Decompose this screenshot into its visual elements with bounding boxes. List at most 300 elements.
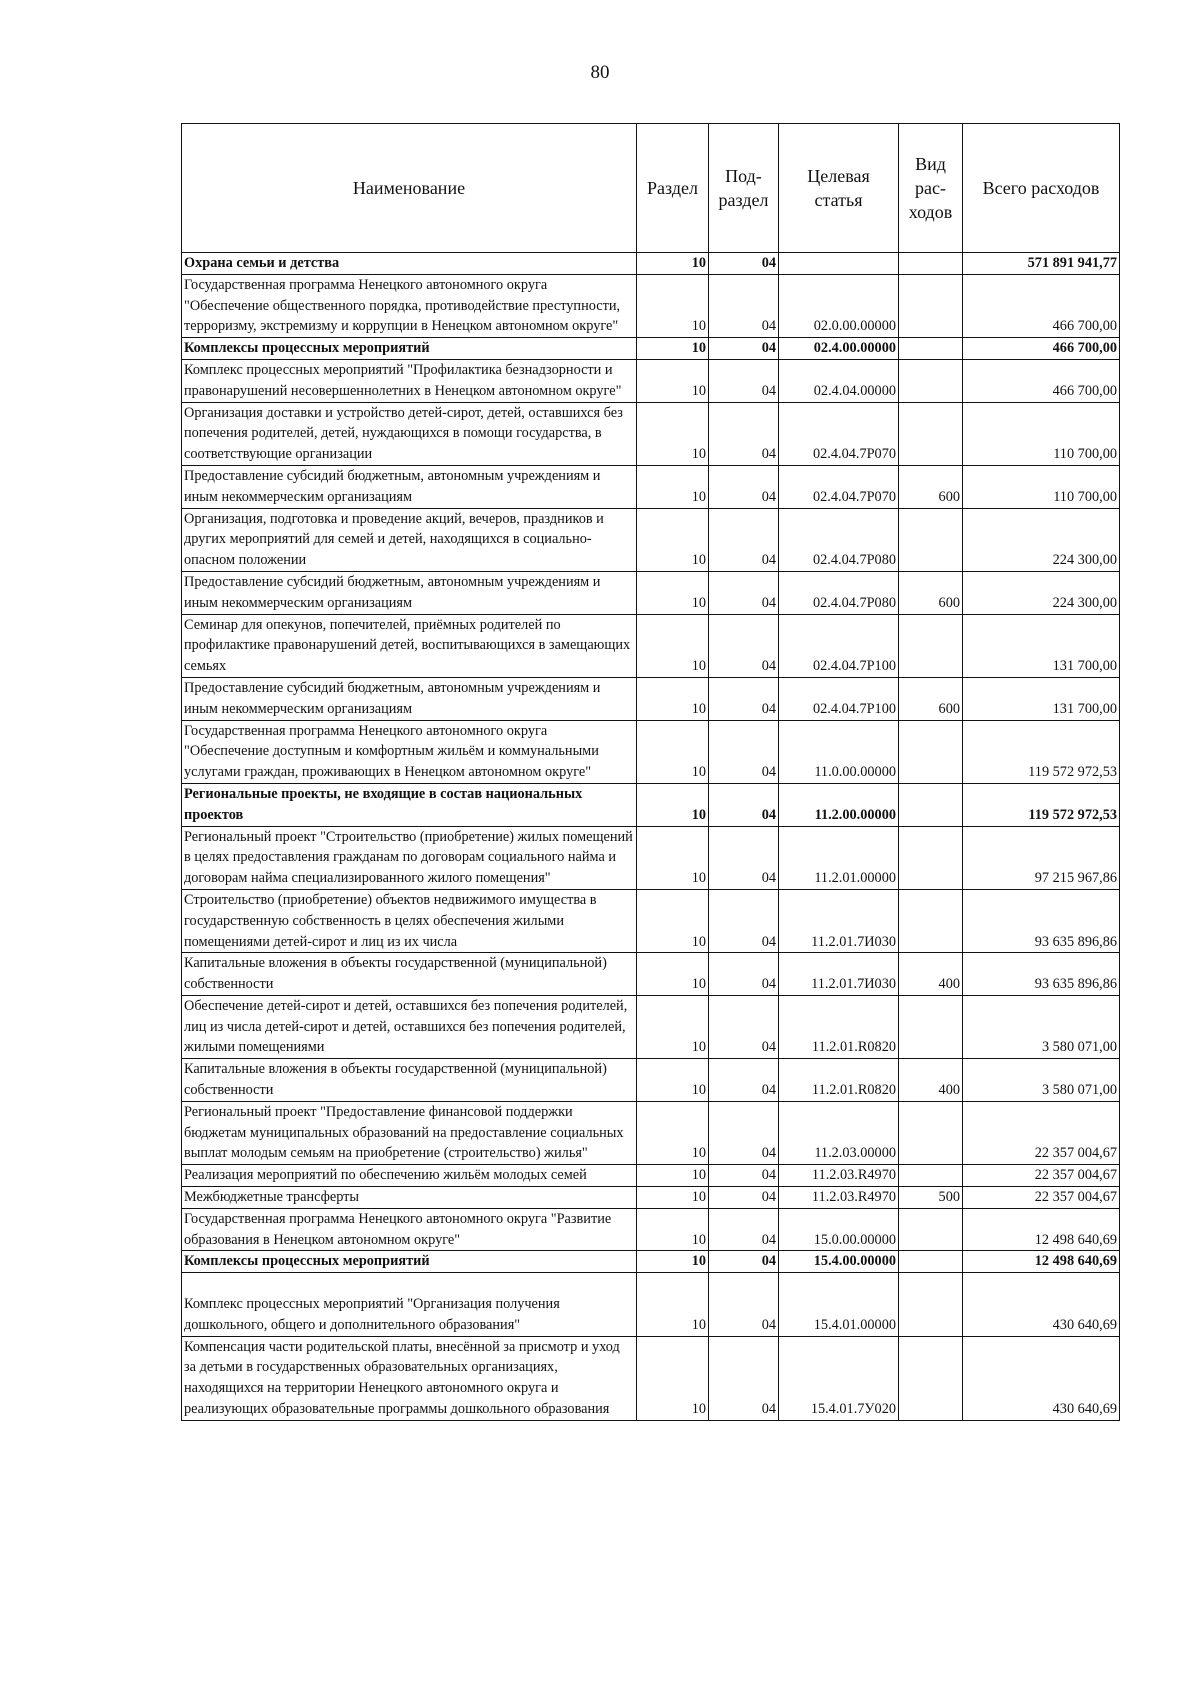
- cell-total-text: 466 700,00: [1052, 382, 1117, 399]
- cell-podrazdel-text: 04: [761, 700, 776, 717]
- cell-name: [182, 995, 637, 1058]
- cell-celevaya: [779, 889, 899, 952]
- cell-celevaya: [779, 1273, 899, 1336]
- cell-name-text: Комплекс процессных мероприятий "Профилактика безнадзорности и правонарушений несовершеннолетних в Ненецком автономном округе": [184, 361, 622, 399]
- cell-name: [182, 1059, 637, 1102]
- header-name-text: Наименование: [352, 178, 466, 198]
- cell-podrazdel: [709, 889, 779, 952]
- table-row: [182, 1165, 1120, 1187]
- cell-total-text: 119 572 972,53: [1028, 764, 1117, 781]
- cell-razdel-text: 10: [691, 806, 706, 823]
- cell-celevaya-text: 15.4.01.7У020: [810, 1401, 896, 1418]
- cell-podrazdel-text: 04: [761, 1039, 776, 1056]
- cell-podrazdel-text: 04: [761, 1231, 776, 1248]
- cell-podrazdel-text: 04: [761, 933, 776, 950]
- cell-vid-text: 600: [938, 594, 960, 611]
- cell-name: [182, 614, 637, 677]
- cell-podrazdel-text: 04: [761, 1316, 776, 1333]
- cell-total-text: 3 580 071,00: [1041, 1039, 1117, 1056]
- cell-name-text: Комплексы процессных мероприятий: [184, 1253, 430, 1270]
- cell-total-text: 131 700,00: [1052, 658, 1117, 675]
- cell-celevaya-text: 11.2.01.7И030: [811, 933, 896, 950]
- cell-razdel: [637, 338, 709, 360]
- cell-name: [182, 720, 637, 783]
- table-row: [182, 1208, 1120, 1251]
- cell-razdel-text: 10: [691, 1082, 706, 1099]
- cell-total: [963, 826, 1120, 889]
- cell-celevaya: [779, 995, 899, 1058]
- cell-name-text: Региональный проект "Предоставление финансовой поддержки бюджетам муниципальных образований на предоставление социальных выплат молодым семьям на приобретение (строительство) жилья": [184, 1103, 624, 1162]
- cell-podrazdel: [709, 1187, 779, 1209]
- cell-name-text: Строительство (приобретение) объектов недвижимого имущества в государственную собственность в целях обеспечения жилыми помещениями детей-сирот и лиц из их числа: [184, 891, 597, 950]
- cell-name-text: Капитальные вложения в объекты государственной (муниципальной) собственности: [184, 955, 607, 993]
- cell-podrazdel-text: 04: [761, 1253, 776, 1270]
- cell-name-text: Государственная программа Ненецкого автономного округа "Обеспечение общественного порядка, противодействие преступности, терроризму, экстремизму и коррупции в Ненецком автономном округе": [184, 276, 621, 335]
- cell-name: [182, 1273, 637, 1336]
- cell-podrazdel-text: 04: [761, 870, 776, 887]
- table-row: [182, 274, 1120, 337]
- cell-total: [963, 1101, 1120, 1164]
- table-row: [182, 402, 1120, 465]
- cell-vid-text: 600: [938, 700, 960, 717]
- header-vid-text: Вид рас- ходов: [908, 154, 953, 222]
- cell-celevaya-text: 11.2.01.00000: [814, 870, 896, 887]
- cell-podrazdel: [709, 1251, 779, 1273]
- cell-total: [963, 889, 1120, 952]
- cell-vid: [899, 826, 963, 889]
- cell-name: [182, 1208, 637, 1251]
- cell-celevaya-text: 15.0.00.00000: [813, 1231, 896, 1248]
- cell-razdel-text: 10: [691, 382, 706, 399]
- cell-vid: [899, 995, 963, 1058]
- cell-razdel: [637, 402, 709, 465]
- cell-name-text: Региональный проект "Строительство (приобретение) жилых помещений в целях предоставления гражданам по договорам социального найма и договорам найма специализированного жилого помещения": [184, 828, 633, 887]
- cell-total: [963, 1165, 1120, 1187]
- cell-celevaya-text: 02.4.00.00000: [813, 340, 896, 357]
- table-row: [182, 1251, 1120, 1273]
- table-row: [182, 995, 1120, 1058]
- table-row: [182, 359, 1120, 402]
- table-row: [182, 1059, 1120, 1102]
- cell-name: [182, 359, 637, 402]
- cell-celevaya-text: 02.4.04.7Р070: [812, 488, 896, 505]
- cell-total-text: 224 300,00: [1052, 594, 1117, 611]
- cell-podrazdel: [709, 465, 779, 508]
- table-row: [182, 889, 1120, 952]
- table-body: [182, 253, 1120, 1421]
- cell-razdel: [637, 1101, 709, 1164]
- cell-total-text: 22 357 004,67: [1034, 1189, 1117, 1206]
- cell-total: [963, 995, 1120, 1058]
- cell-total-text: 110 700,00: [1053, 488, 1117, 505]
- cell-name: [182, 889, 637, 952]
- cell-podrazdel: [709, 614, 779, 677]
- cell-podrazdel: [709, 359, 779, 402]
- cell-celevaya-text: 11.2.03.R4970: [811, 1167, 896, 1184]
- cell-total: [963, 677, 1120, 720]
- cell-razdel-text: 10: [691, 1189, 706, 1206]
- cell-podrazdel-text: 04: [761, 488, 776, 505]
- cell-razdel-text: 10: [691, 446, 706, 463]
- cell-podrazdel-text: 04: [761, 1189, 776, 1206]
- cell-vid: [899, 889, 963, 952]
- cell-razdel: [637, 1187, 709, 1209]
- cell-razdel-text: 10: [691, 1401, 706, 1418]
- cell-total: [963, 1059, 1120, 1102]
- cell-name-text: Обеспечение детей-сирот и детей, оставшихся без попечения родителей, лиц из числа детей-сирот и детей, оставшихся без попечения родителей, жилыми помещениями: [184, 997, 628, 1056]
- header-total-text: Всего расходов: [982, 178, 1100, 198]
- cell-name: [182, 465, 637, 508]
- cell-celevaya: [779, 402, 899, 465]
- cell-name-text: Предоставление субсидий бюджетным, автономным учреждениям и иным некоммерческим организациям: [184, 679, 601, 717]
- cell-vid: [899, 1101, 963, 1164]
- cell-total-text: 93 635 896,86: [1034, 933, 1117, 950]
- cell-podrazdel: [709, 783, 779, 826]
- cell-podrazdel: [709, 508, 779, 571]
- cell-vid-text: 400: [938, 1082, 960, 1099]
- cell-total: [963, 1251, 1120, 1273]
- cell-celevaya-text: 15.4.00.00000: [813, 1253, 896, 1270]
- cell-celevaya: [779, 1208, 899, 1251]
- cell-razdel: [637, 508, 709, 571]
- cell-vid: [899, 953, 963, 996]
- cell-podrazdel: [709, 1101, 779, 1164]
- table-row: [182, 1101, 1120, 1164]
- cell-podrazdel-text: 04: [761, 382, 776, 399]
- cell-razdel-text: 10: [691, 933, 706, 950]
- cell-podrazdel: [709, 338, 779, 360]
- cell-podrazdel-text: 04: [761, 1401, 776, 1418]
- cell-vid: [899, 1059, 963, 1102]
- cell-razdel: [637, 253, 709, 275]
- cell-podrazdel: [709, 1165, 779, 1187]
- cell-total-text: 430 640,69: [1052, 1401, 1117, 1418]
- cell-total-text: 93 635 896,86: [1034, 976, 1117, 993]
- cell-total-text: 22 357 004,67: [1034, 1145, 1117, 1162]
- header-podrazdel-text: Под- раздел: [718, 166, 769, 210]
- cell-vid: [899, 359, 963, 402]
- cell-name: [182, 1251, 637, 1273]
- cell-celevaya-text: 02.4.04.00000: [813, 382, 896, 399]
- cell-total: [963, 1273, 1120, 1336]
- cell-podrazdel: [709, 1208, 779, 1251]
- cell-razdel-text: 10: [691, 1039, 706, 1056]
- cell-vid: [899, 1336, 963, 1420]
- cell-podrazdel: [709, 1336, 779, 1420]
- page-number: 80: [590, 62, 610, 83]
- cell-total: [963, 338, 1120, 360]
- cell-razdel: [637, 571, 709, 614]
- cell-vid: [899, 402, 963, 465]
- cell-razdel: [637, 274, 709, 337]
- cell-total-text: 430 640,69: [1052, 1316, 1117, 1333]
- cell-vid: [899, 614, 963, 677]
- table-header-row: [182, 124, 1120, 253]
- cell-razdel: [637, 1059, 709, 1102]
- cell-celevaya: [779, 953, 899, 996]
- cell-razdel: [637, 614, 709, 677]
- cell-razdel-text: 10: [691, 976, 706, 993]
- cell-vid: [899, 338, 963, 360]
- header-vid: [899, 124, 963, 253]
- cell-razdel-text: 10: [691, 255, 706, 271]
- table-row: [182, 720, 1120, 783]
- cell-razdel-text: 10: [691, 552, 706, 569]
- cell-name-text: Организация доставки и устройство детей-сирот, детей, оставшихся без попечения родителей, детей, нуждающихся в помощи государства, в соответствующие организации: [184, 404, 623, 463]
- cell-podrazdel: [709, 953, 779, 996]
- cell-total-text: 131 700,00: [1052, 700, 1117, 717]
- cell-name-text: Комплекс процессных мероприятий "Организация получения дошкольного, общего и дополнительного образования": [184, 1296, 560, 1333]
- cell-vid-text: 500: [938, 1189, 960, 1206]
- cell-celevaya: [779, 253, 899, 275]
- cell-vid: [899, 1208, 963, 1251]
- cell-razdel-text: 10: [691, 594, 706, 611]
- cell-name-text: Региональные проекты, не входящие в состав национальных проектов: [184, 785, 583, 823]
- header-name: [182, 124, 637, 253]
- cell-name-text: Реализация мероприятий по обеспечению жильём молодых семей: [184, 1167, 587, 1184]
- cell-celevaya: [779, 465, 899, 508]
- cell-podrazdel-text: 04: [761, 446, 776, 463]
- cell-name: [182, 953, 637, 996]
- cell-total: [963, 465, 1120, 508]
- cell-celevaya-text: 02.4.04.7Р080: [812, 594, 896, 611]
- cell-total: [963, 508, 1120, 571]
- table-row: [182, 826, 1120, 889]
- cell-total-text: 571 891 941,77: [1027, 255, 1117, 271]
- cell-name-text: Государственная программа Ненецкого автономного округа "Развитие образования в Ненецком автономном округе": [184, 1210, 612, 1248]
- table-row: [182, 571, 1120, 614]
- cell-name: [182, 783, 637, 826]
- cell-podrazdel-text: 04: [761, 1145, 776, 1162]
- table-row: [182, 1336, 1120, 1420]
- cell-name-text: Предоставление субсидий бюджетным, автономным учреждениям и иным некоммерческим организациям: [184, 573, 601, 611]
- cell-name-text: Охрана семьи и детства: [184, 255, 340, 271]
- cell-name-text: Предоставление субсидий бюджетным, автономным учреждениям и иным некоммерческим организациям: [184, 467, 601, 505]
- cell-celevaya: [779, 1336, 899, 1420]
- cell-celevaya: [779, 677, 899, 720]
- cell-vid: [899, 1251, 963, 1273]
- table-row: [182, 1187, 1120, 1209]
- cell-total-text: 466 700,00: [1052, 340, 1117, 357]
- cell-name: [182, 677, 637, 720]
- cell-celevaya: [779, 1251, 899, 1273]
- cell-celevaya: [779, 783, 899, 826]
- cell-razdel: [637, 1165, 709, 1187]
- cell-razdel: [637, 995, 709, 1058]
- cell-total: [963, 1336, 1120, 1420]
- cell-podrazdel: [709, 402, 779, 465]
- cell-razdel: [637, 720, 709, 783]
- cell-celevaya-text: 11.2.00.00000: [814, 806, 896, 823]
- header-celevaya: [779, 124, 899, 253]
- cell-vid: [899, 1273, 963, 1336]
- cell-vid: [899, 677, 963, 720]
- table-row: [182, 465, 1120, 508]
- cell-total: [963, 274, 1120, 337]
- table-row: [182, 677, 1120, 720]
- cell-name-text: Капитальные вложения в объекты государственной (муниципальной) собственности: [184, 1061, 607, 1099]
- cell-total-text: 110 700,00: [1053, 446, 1117, 463]
- cell-total: [963, 783, 1120, 826]
- cell-podrazdel: [709, 274, 779, 337]
- cell-total: [963, 953, 1120, 996]
- cell-razdel: [637, 1336, 709, 1420]
- cell-total-text: 224 300,00: [1052, 552, 1117, 569]
- cell-vid-text: 600: [938, 488, 960, 505]
- cell-celevaya-text: 11.2.01.R0820: [811, 1039, 896, 1056]
- cell-celevaya: [779, 571, 899, 614]
- cell-name: [182, 1336, 637, 1420]
- budget-table: [181, 123, 1120, 1421]
- cell-podrazdel: [709, 677, 779, 720]
- cell-razdel-text: 10: [691, 764, 706, 781]
- cell-podrazdel: [709, 995, 779, 1058]
- cell-total: [963, 1187, 1120, 1209]
- cell-name: [182, 1101, 637, 1164]
- cell-razdel: [637, 953, 709, 996]
- cell-celevaya-text: 15.4.01.00000: [813, 1316, 896, 1333]
- cell-vid: [899, 720, 963, 783]
- cell-celevaya: [779, 1187, 899, 1209]
- cell-razdel: [637, 1251, 709, 1273]
- cell-name: [182, 402, 637, 465]
- cell-podrazdel: [709, 826, 779, 889]
- cell-total: [963, 253, 1120, 275]
- table-row: [182, 508, 1120, 571]
- cell-vid: [899, 1187, 963, 1209]
- cell-razdel-text: 10: [691, 870, 706, 887]
- cell-name: [182, 571, 637, 614]
- cell-vid: [899, 465, 963, 508]
- cell-razdel: [637, 677, 709, 720]
- header-razdel: [637, 124, 709, 253]
- cell-celevaya: [779, 826, 899, 889]
- cell-total: [963, 402, 1120, 465]
- cell-celevaya: [779, 338, 899, 360]
- cell-podrazdel: [709, 1273, 779, 1336]
- cell-vid: [899, 571, 963, 614]
- cell-name-text: Комплексы процессных мероприятий: [184, 340, 430, 357]
- cell-celevaya-text: 11.2.03.R4970: [811, 1189, 896, 1206]
- cell-razdel-text: 10: [691, 1145, 706, 1162]
- cell-name-text: Организация, подготовка и проведение акций, вечеров, праздников и других мероприятий для семей и детей, находящихся в социально-опасном положении: [184, 510, 604, 569]
- cell-razdel: [637, 783, 709, 826]
- cell-name: [182, 1165, 637, 1187]
- cell-razdel: [637, 465, 709, 508]
- cell-celevaya-text: 02.4.04.7Р100: [812, 658, 896, 675]
- cell-vid: [899, 274, 963, 337]
- cell-vid: [899, 783, 963, 826]
- cell-razdel-text: 10: [691, 658, 706, 675]
- cell-podrazdel-text: 04: [761, 255, 776, 271]
- cell-celevaya: [779, 614, 899, 677]
- cell-razdel: [637, 359, 709, 402]
- cell-podrazdel-text: 04: [761, 806, 776, 823]
- table-row: [182, 783, 1120, 826]
- header-total: [963, 124, 1120, 253]
- cell-total-text: 12 498 640,69: [1034, 1253, 1117, 1270]
- cell-vid-text: 400: [938, 976, 960, 993]
- cell-vid: [899, 1165, 963, 1187]
- header-celevaya-text: Целевая статья: [807, 166, 870, 210]
- cell-total: [963, 571, 1120, 614]
- cell-celevaya-text: 11.2.01.7И030: [811, 976, 896, 993]
- cell-name-text: Государственная программа Ненецкого автономного округа "Обеспечение доступным и комфортным жильём и коммунальными услугами граждан, проживающих в Ненецком автономном округе": [184, 722, 599, 781]
- cell-razdel-text: 10: [691, 1167, 706, 1184]
- cell-podrazdel: [709, 720, 779, 783]
- cell-name-text: Компенсация части родительской платы, внесённой за присмотр и уход за детьми в государственных образовательных организациях, находящихся на территории Ненецкого автономного округа и реализующих образовательные программы дошкольного образования: [184, 1338, 620, 1418]
- cell-name: [182, 508, 637, 571]
- cell-razdel-text: 10: [691, 1316, 706, 1333]
- cell-podrazdel: [709, 1059, 779, 1102]
- cell-razdel: [637, 1208, 709, 1251]
- cell-celevaya: [779, 274, 899, 337]
- cell-name-text: Семинар для опекунов, попечителей, приёмных родителей по профилактике правонарушений детей, воспитывающихся в замещающих семьях: [184, 616, 631, 675]
- cell-total-text: 22 357 004,67: [1034, 1167, 1117, 1184]
- cell-total-text: 119 572 972,53: [1028, 806, 1117, 823]
- cell-name: [182, 338, 637, 360]
- cell-celevaya-text: 11.2.03.00000: [814, 1145, 896, 1162]
- cell-razdel-text: 10: [691, 700, 706, 717]
- cell-razdel-text: 10: [691, 340, 706, 357]
- cell-name: [182, 253, 637, 275]
- cell-name: [182, 274, 637, 337]
- cell-total: [963, 359, 1120, 402]
- cell-total-text: 3 580 071,00: [1041, 1082, 1117, 1099]
- cell-podrazdel-text: 04: [761, 976, 776, 993]
- cell-podrazdel-text: 04: [761, 1167, 776, 1184]
- cell-total: [963, 720, 1120, 783]
- cell-celevaya-text: 02.4.04.7Р080: [812, 552, 896, 569]
- table-row: [182, 1273, 1120, 1336]
- cell-podrazdel-text: 04: [761, 594, 776, 611]
- cell-podrazdel-text: 04: [761, 658, 776, 675]
- cell-podrazdel-text: 04: [761, 318, 776, 335]
- cell-razdel-text: 10: [691, 318, 706, 335]
- cell-total-text: 466 700,00: [1052, 318, 1117, 335]
- cell-celevaya-text: 02.4.04.7Р100: [812, 700, 896, 717]
- cell-celevaya: [779, 1059, 899, 1102]
- cell-razdel: [637, 826, 709, 889]
- cell-total-text: 12 498 640,69: [1034, 1231, 1117, 1248]
- cell-podrazdel: [709, 253, 779, 275]
- cell-celevaya-text: 11.0.00.00000: [814, 764, 896, 781]
- table-row: [182, 614, 1120, 677]
- table-row: [182, 338, 1120, 360]
- cell-razdel: [637, 1273, 709, 1336]
- cell-celevaya-text: 11.2.01.R0820: [811, 1082, 896, 1099]
- cell-celevaya: [779, 508, 899, 571]
- header-razdel-text: Раздел: [647, 178, 698, 198]
- cell-celevaya: [779, 1165, 899, 1187]
- cell-celevaya-text: 02.0.00.00000: [813, 318, 896, 335]
- cell-vid: [899, 253, 963, 275]
- cell-celevaya: [779, 720, 899, 783]
- cell-name-text: Межбюджетные трансферты: [184, 1189, 360, 1206]
- cell-name: [182, 826, 637, 889]
- cell-total: [963, 1208, 1120, 1251]
- cell-total: [963, 614, 1120, 677]
- cell-podrazdel: [709, 571, 779, 614]
- cell-razdel-text: 10: [691, 488, 706, 505]
- table-row: [182, 253, 1120, 275]
- cell-razdel: [637, 889, 709, 952]
- cell-podrazdel-text: 04: [761, 552, 776, 569]
- cell-podrazdel-text: 04: [761, 340, 776, 357]
- cell-celevaya-text: 02.4.04.7Р070: [812, 446, 896, 463]
- table-row: [182, 953, 1120, 996]
- header-podrazdel: [709, 124, 779, 253]
